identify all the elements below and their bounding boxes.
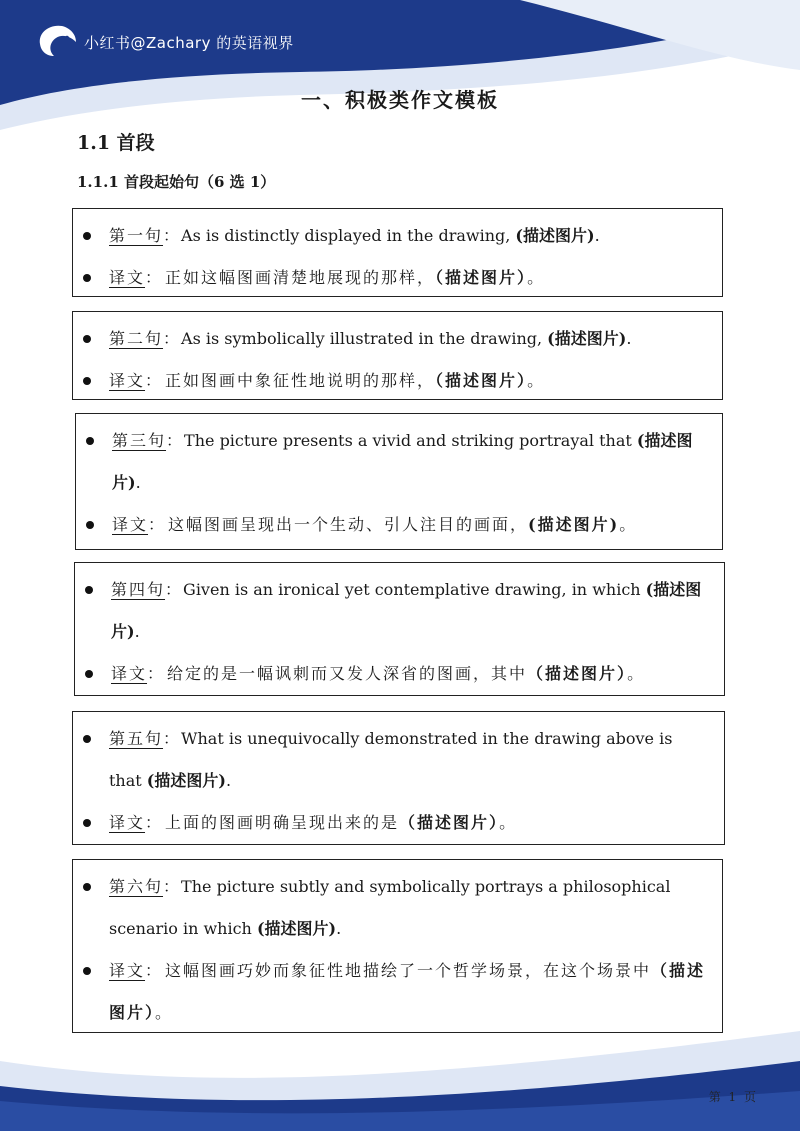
- sentence-row: 第一句： As is distinctly displayed in the drawing, (描述图片).: [83, 215, 708, 257]
- sentence-placeholder: (描述图片): [112, 431, 693, 492]
- translation-row: 译文： 正如这幅图画清楚地展现的那样，（描述图片）。: [83, 257, 708, 299]
- bullet-icon: [83, 377, 91, 385]
- sentence-english: The picture presents a vivid and striking portrayal that: [184, 431, 637, 450]
- translation-label: 译文: [109, 371, 146, 390]
- translation-text: 正如图画中象征性地说明的那样，: [165, 371, 436, 390]
- translation-label: 译文: [109, 813, 146, 832]
- translation-label: 译文: [112, 515, 149, 534]
- bullet-icon: [83, 274, 91, 282]
- section-heading: 1.1 首段: [77, 132, 155, 154]
- sentence-row: 第三句： The picture presents a vivid and striking portrayal that (描述图片).: [86, 420, 708, 504]
- sentence-row: 第五句： What is unequivocally demonstrated in the drawing above is that (描述图片).: [83, 718, 710, 802]
- translation-label: 译文: [109, 268, 146, 287]
- bullet-icon: [83, 819, 91, 827]
- translation-placeholder: （描述图片）: [527, 664, 628, 683]
- sentence-box-2: [72, 311, 723, 400]
- translation-placeholder: （描述图片）: [399, 813, 500, 832]
- bullet-icon: [86, 437, 94, 445]
- sentence-english: As is distinctly displayed in the drawing,: [181, 226, 516, 245]
- translation-row: 译文： 这幅图画呈现出一个生动、引人注目的画面，(描述图片)。: [86, 504, 708, 546]
- bullet-icon: [85, 670, 93, 678]
- translation-text: 这幅图画呈现出一个生动、引人注目的画面，: [168, 515, 529, 534]
- logo-icon: [36, 20, 78, 62]
- sentence-label: 第二句: [109, 329, 164, 348]
- sentence-box-6: [72, 859, 723, 1033]
- brand-name: 小红书@Zachary 的英语视界: [84, 34, 294, 52]
- subsection-heading: 1.1.1 首段起始句（6 选 1）: [77, 173, 276, 191]
- translation-row: 译文： 给定的是一幅讽刺而又发人深省的图画，其中（描述图片）。: [85, 653, 710, 695]
- sentence-placeholder: (描述图片): [146, 771, 226, 790]
- sentence-row: 第四句： Given is an ironical yet contemplative drawing, in which (描述图片).: [85, 569, 710, 653]
- page-number: 第 1 页: [708, 1090, 758, 1104]
- sentence-english: What is unequivocally demonstrated in the drawing above is that: [109, 729, 673, 790]
- translation-text: 给定的是一幅讽刺而又发人深省的图画，其中: [167, 664, 528, 683]
- sentence-placeholder: (描述图片): [547, 329, 627, 348]
- sentence-box-1: [72, 208, 723, 297]
- translation-row: 译文： 这幅图画巧妙而象征性地描绘了一个哲学场景，在这个场景中（描述图片）。: [83, 950, 708, 1034]
- sentence-row: 第六句： The picture subtly and symbolically portrays a philosophical scenario in which (描述图片).: [83, 866, 708, 950]
- translation-placeholder: （描述图片）: [109, 961, 706, 1022]
- bullet-icon: [83, 735, 91, 743]
- sentence-placeholder: (描述图片): [111, 580, 702, 641]
- sentence-placeholder: (描述图片): [256, 919, 337, 938]
- translation-text: 这幅图画巧妙而象征性地描绘了一个哲学场景，在这个场景中: [165, 961, 652, 980]
- translation-placeholder: (描述图片): [528, 515, 620, 534]
- bullet-icon: [83, 967, 91, 975]
- bullet-icon: [83, 883, 91, 891]
- sentence-label: 第一句: [109, 226, 164, 245]
- bullet-icon: [86, 521, 94, 529]
- sentence-placeholder: (描述图片): [515, 226, 595, 245]
- translation-label: 译文: [111, 664, 148, 683]
- sentence-box-4: [74, 562, 725, 696]
- translation-row: 译文： 上面的图画明确呈现出来的是（描述图片）。: [83, 802, 710, 844]
- bullet-icon: [83, 335, 91, 343]
- sentence-label: 第五句: [109, 729, 164, 748]
- document-title: 一、积极类作文模板: [301, 88, 499, 112]
- sentence-label: 第四句: [111, 580, 166, 599]
- sentence-english: The picture subtly and symbolically portrays a philosophical scenario in which: [109, 877, 671, 938]
- bullet-icon: [83, 232, 91, 240]
- sentence-box-5: [72, 711, 725, 845]
- translation-text: 正如这幅图画清楚地展现的那样，: [165, 268, 436, 287]
- translation-text: 上面的图画明确呈现出来的是: [165, 813, 400, 832]
- sentence-label: 第三句: [112, 431, 167, 450]
- sentence-label: 第六句: [109, 877, 164, 896]
- sentence-english: As is symbolically illustrated in the drawing,: [181, 329, 548, 348]
- translation-placeholder: （描述图片）: [435, 268, 528, 287]
- sentence-box-3: [75, 413, 723, 550]
- translation-placeholder: （描述图片）: [435, 371, 528, 390]
- footer-banner: [0, 1031, 800, 1131]
- translation-row: 译文： 正如图画中象征性地说明的那样，（描述图片）。: [83, 360, 708, 402]
- bullet-icon: [85, 586, 93, 594]
- translation-label: 译文: [109, 961, 146, 980]
- sentence-row: 第二句： As is symbolically illustrated in the drawing, (描述图片).: [83, 318, 708, 360]
- sentence-english: Given is an ironical yet contemplative drawing, in which: [183, 580, 646, 599]
